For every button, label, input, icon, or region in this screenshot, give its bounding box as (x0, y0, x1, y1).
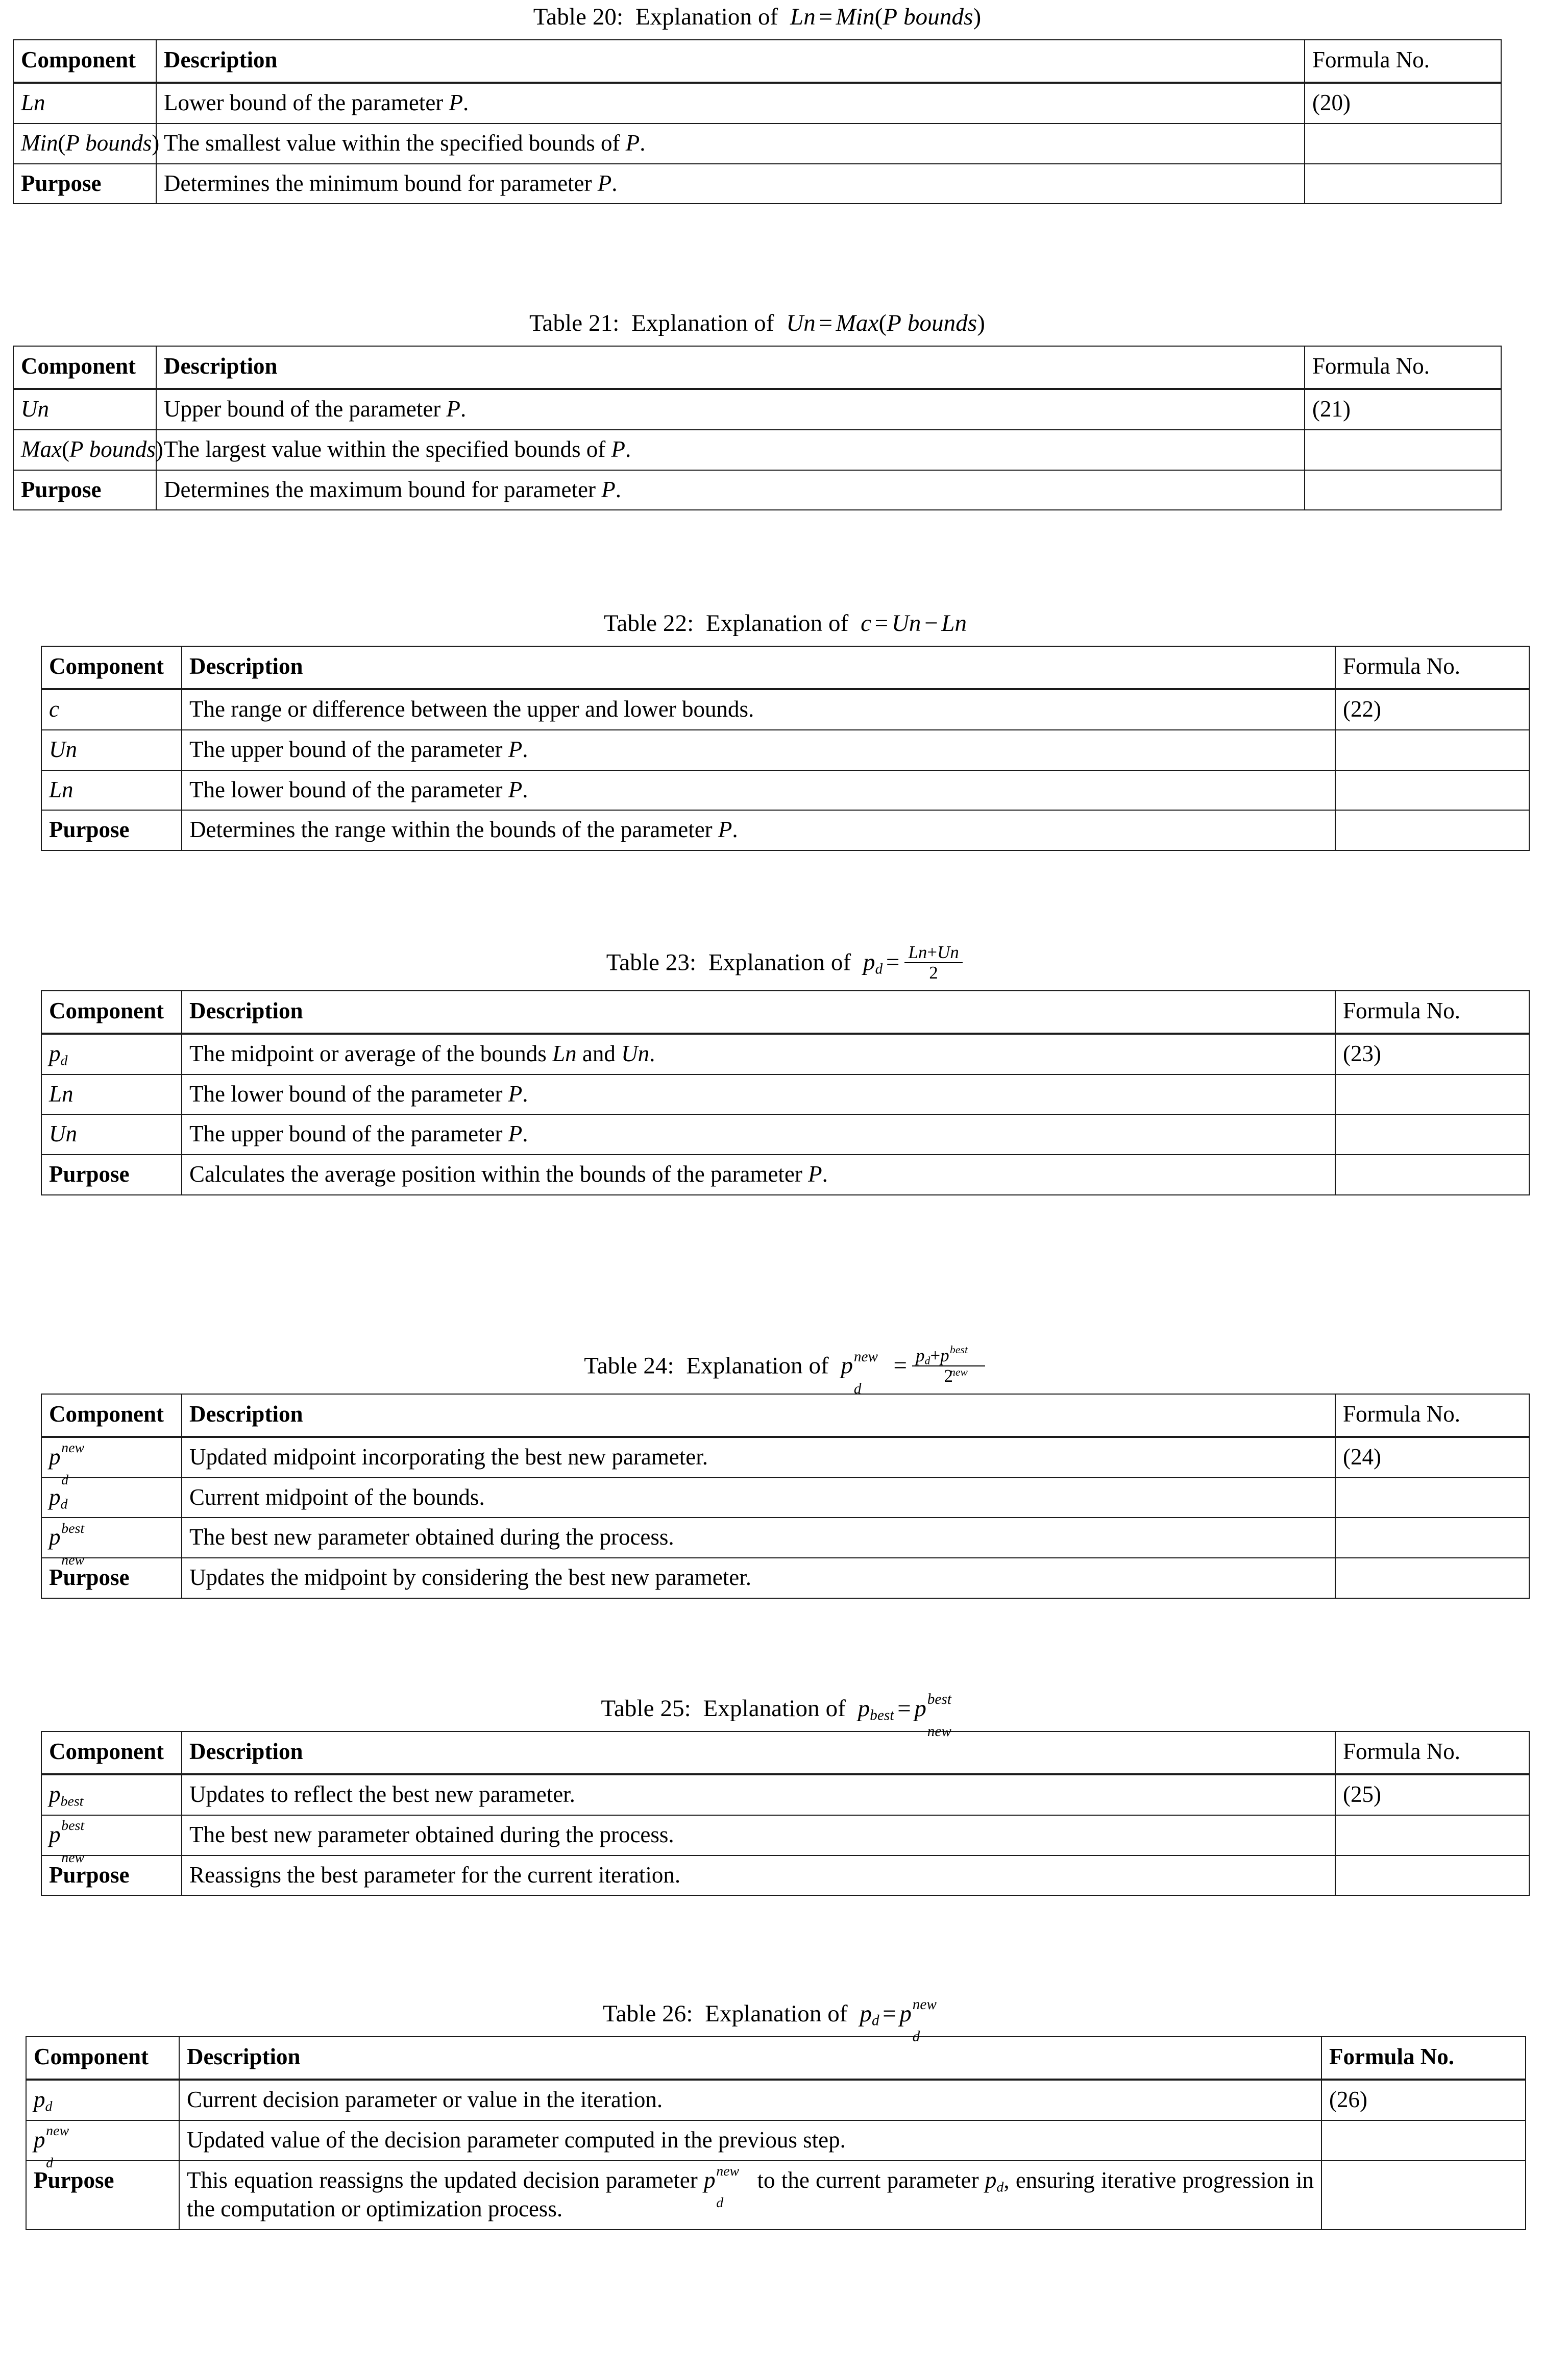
cell-description: Updated value of the decision parameter computed in the previous step. (179, 2120, 1321, 2161)
table-row (41, 1074, 1529, 1115)
table-caption-20: Table 20: Explanation of Ln = Min(P bounds) (533, 4, 982, 30)
caption-label: Table 24: (584, 1352, 674, 1379)
caption-label: Table 21: (529, 310, 620, 336)
cell-formula-no: (22) (1335, 689, 1529, 730)
table-header-row (41, 646, 1529, 689)
cell-component-purpose: Purpose (41, 1155, 182, 1195)
cell-component-purpose: Purpose (13, 164, 156, 204)
cell-formula-no (1335, 1815, 1529, 1855)
cell-description: Current midpoint of the bounds. (182, 1478, 1335, 1518)
cell-description: The largest value within the specified bounds of P. (156, 430, 1305, 470)
cell-formula-no (1335, 1074, 1529, 1115)
header-description: Description (156, 346, 1305, 389)
table-block-22 (41, 609, 1530, 851)
table-row (41, 1774, 1529, 1815)
cell-formula-no (1305, 164, 1501, 204)
table-row (13, 389, 1501, 430)
cell-description: Reassigns the best parameter for the current iteration. (182, 1855, 1335, 1896)
table-row (41, 1114, 1529, 1155)
header-description: Description (182, 1394, 1335, 1437)
table-row (41, 1518, 1529, 1558)
header-component: Component (41, 1731, 182, 1774)
cell-formula-no: (25) (1335, 1774, 1529, 1815)
caption-formula-24: p new d = $p_d+p$ best new 2 (841, 1352, 987, 1379)
table-26 (26, 2036, 1526, 2230)
caption-static-text: Explanation of (697, 1695, 852, 1722)
cell-component: $p_d$ (41, 1478, 182, 1518)
header-formula-no: Formula No. (1305, 40, 1501, 83)
cell-component: p best new (41, 1518, 182, 1558)
table-header-row (41, 1731, 1529, 1774)
cell-component-purpose: Purpose (41, 810, 182, 850)
caption-formula-23: $p_d$ = $\frac{Ln+Un}{2}$ (863, 949, 964, 975)
table-block-20 (13, 3, 1502, 204)
caption-static-text: Explanation of (680, 1352, 835, 1379)
header-component: Component (26, 2037, 179, 2080)
header-description: Description (182, 991, 1335, 1034)
table-row (41, 810, 1529, 850)
header-component: Component (41, 991, 182, 1034)
cell-component-purpose: Purpose (41, 1855, 182, 1896)
header-description: Description (182, 646, 1335, 689)
table-row (41, 1155, 1529, 1195)
cell-formula-no: (21) (1305, 389, 1501, 430)
cell-description: Determines the maximum bound for parameter P. (156, 470, 1305, 510)
cell-description: Upper bound of the parameter P. (156, 389, 1305, 430)
fraction: $p_d+p$ best new 2 (912, 1347, 985, 1385)
table-block-23 (41, 943, 1530, 1195)
table-row (41, 770, 1529, 811)
cell-component: Un (13, 389, 156, 430)
table-row (13, 430, 1501, 470)
cell-description: The smallest value within the specified bounds of P. (156, 124, 1305, 164)
cell-component: $p_{best}$ (41, 1774, 182, 1815)
header-formula-no: Formula No. (1321, 2037, 1526, 2080)
cell-formula-no (1305, 430, 1501, 470)
table-caption-26 (26, 1996, 1526, 2045)
header-component: Component (13, 40, 156, 83)
cell-description: Current decision parameter or value in the iteration. (179, 2080, 1321, 2120)
table-header-row (41, 1394, 1529, 1437)
table-row (41, 1558, 1529, 1598)
caption-label: Table 25: (601, 1695, 691, 1722)
cell-formula-no (1335, 1558, 1529, 1598)
table-row (13, 470, 1501, 510)
cell-component: Ln (13, 83, 156, 124)
table-header-row (13, 346, 1501, 389)
caption-static-text: Explanation of (702, 949, 857, 976)
cell-formula-no (1335, 1855, 1529, 1896)
cell-formula-no (1335, 1518, 1529, 1558)
cell-component: $p_d$ (41, 1034, 182, 1074)
cell-component: Un (41, 1114, 182, 1155)
cell-formula-no (1335, 1155, 1529, 1195)
cell-component: p best new (41, 1815, 182, 1855)
header-formula-no: Formula No. (1335, 1731, 1529, 1774)
cell-component: Min(P bounds) (13, 124, 156, 164)
cell-formula-no (1305, 470, 1501, 510)
cell-formula-no (1335, 730, 1529, 770)
cell-description: The upper bound of the parameter P. (182, 730, 1335, 770)
cell-component-purpose: Purpose (41, 1558, 182, 1598)
table-row (41, 1478, 1529, 1518)
table-row (26, 2080, 1526, 2120)
table-25 (41, 1731, 1530, 1896)
table-row (41, 1815, 1529, 1855)
caption-formula-21: Un (786, 310, 816, 336)
cell-component: Ln (41, 770, 182, 811)
header-description: Description (182, 1731, 1335, 1774)
cell-component-purpose: Purpose (26, 2161, 179, 2230)
table-caption-25 (41, 1691, 1530, 1740)
table-caption-21: Table 21: Explanation of Un = Max(P bounds) (529, 310, 986, 336)
caption-label: Table 22: (603, 610, 694, 637)
table-row (41, 730, 1529, 770)
cell-formula-no: (26) (1321, 2080, 1526, 2120)
cell-description: Determines the minimum bound for parameter P. (156, 164, 1305, 204)
cell-description: The range or difference between the upper and lower bounds. (182, 689, 1335, 730)
table-row (13, 124, 1501, 164)
cell-component: c (41, 689, 182, 730)
cell-description: Updates to reflect the best new parameter. (182, 1774, 1335, 1815)
cell-description: The best new parameter obtained during the process. (182, 1518, 1335, 1558)
cell-formula-no: (24) (1335, 1437, 1529, 1478)
cell-description: The upper bound of the parameter P. (182, 1114, 1335, 1155)
table-24 (41, 1394, 1530, 1598)
caption-formula-20: Ln (790, 4, 816, 30)
table-20 (13, 39, 1502, 204)
table-block-25 (41, 1691, 1530, 1896)
header-component: Component (13, 346, 156, 389)
cell-component: p new d (26, 2120, 179, 2161)
header-description: Description (179, 2037, 1321, 2080)
cell-formula-no: (20) (1305, 83, 1501, 124)
cell-formula-no (1335, 1114, 1529, 1155)
caption-label: Table 26: (603, 2000, 693, 2027)
cell-description: Lower bound of the parameter P. (156, 83, 1305, 124)
table-row (41, 1855, 1529, 1896)
table-21 (13, 346, 1502, 510)
cell-formula-no: (23) (1335, 1034, 1529, 1074)
cell-component: Ln (41, 1074, 182, 1115)
table-row (13, 164, 1501, 204)
cell-description: Calculates the average position within the bounds of the parameter P. (182, 1155, 1335, 1195)
caption-static-text: Explanation of (699, 2000, 854, 2027)
cell-description: The lower bound of the parameter P. (182, 770, 1335, 811)
caption-label: Table 23: (606, 949, 697, 976)
caption-static-text: Explanation of (629, 4, 785, 30)
cell-formula-no (1335, 1478, 1529, 1518)
cell-formula-no (1305, 124, 1501, 164)
table-block-24 (41, 1343, 1530, 1599)
cell-component: Max(P bounds) (13, 430, 156, 470)
table-row (13, 83, 1501, 124)
cell-formula-no (1335, 770, 1529, 811)
header-component: Component (41, 646, 182, 689)
cell-description: The best new parameter obtained during the process. (182, 1815, 1335, 1855)
header-formula-no: Formula No. (1335, 1394, 1529, 1437)
table-block-26 (26, 1996, 1526, 2230)
header-formula-no: Formula No. (1305, 346, 1501, 389)
table-row (41, 1437, 1529, 1478)
caption-static-text: Explanation of (700, 610, 855, 637)
caption-formula-26: $p_d = p$ new d (860, 1996, 937, 2045)
table-header-row (41, 991, 1529, 1034)
cell-component: $p_d$ (26, 2080, 179, 2120)
table-block-21 (13, 309, 1502, 510)
caption-label: Table 20: (533, 4, 624, 30)
header-formula-no: Formula No. (1335, 991, 1529, 1034)
table-row (26, 2161, 1526, 2230)
table-row (26, 2120, 1526, 2161)
cell-description: This equation reassigns the updated decision parameter p new d to the current parameter $p_d$, ensuring iterative progression in the computation or optimization process. (179, 2161, 1321, 2230)
table-header-row (13, 40, 1501, 83)
cell-formula-no (1335, 810, 1529, 850)
header-formula-no: Formula No. (1335, 646, 1529, 689)
cell-description: The midpoint or average of the bounds Ln and Un. (182, 1034, 1335, 1074)
header-component: Component (41, 1394, 182, 1437)
table-23 (41, 990, 1530, 1195)
table-row (41, 689, 1529, 730)
cell-component: p new d (41, 1437, 182, 1478)
cell-component-purpose: Purpose (13, 470, 156, 510)
caption-formula-22: c (861, 610, 872, 637)
table-header-row (26, 2037, 1526, 2080)
cell-formula-no (1321, 2120, 1526, 2161)
header-description: Description (156, 40, 1305, 83)
cell-formula-no (1321, 2161, 1526, 2230)
cell-description: Updated midpoint incorporating the best new parameter. (182, 1437, 1335, 1478)
table-caption-23 (41, 943, 1530, 982)
caption-static-text: Explanation of (625, 310, 780, 336)
cell-component: Un (41, 730, 182, 770)
table-row (41, 1034, 1529, 1074)
table-22 (41, 646, 1530, 850)
caption-formula-25: $p_{best} = p$ best new (857, 1691, 952, 1740)
cell-description: Updates the midpoint by considering the best new parameter. (182, 1558, 1335, 1598)
table-caption-24 (41, 1343, 1530, 1397)
cell-description: Determines the range within the bounds of the parameter P. (182, 810, 1335, 850)
cell-description: The lower bound of the parameter P. (182, 1074, 1335, 1115)
fraction: $\frac{Ln+Un}{2}$ (904, 943, 963, 982)
table-caption-22: Table 22: Explanation of c = Un − Ln (603, 610, 967, 637)
